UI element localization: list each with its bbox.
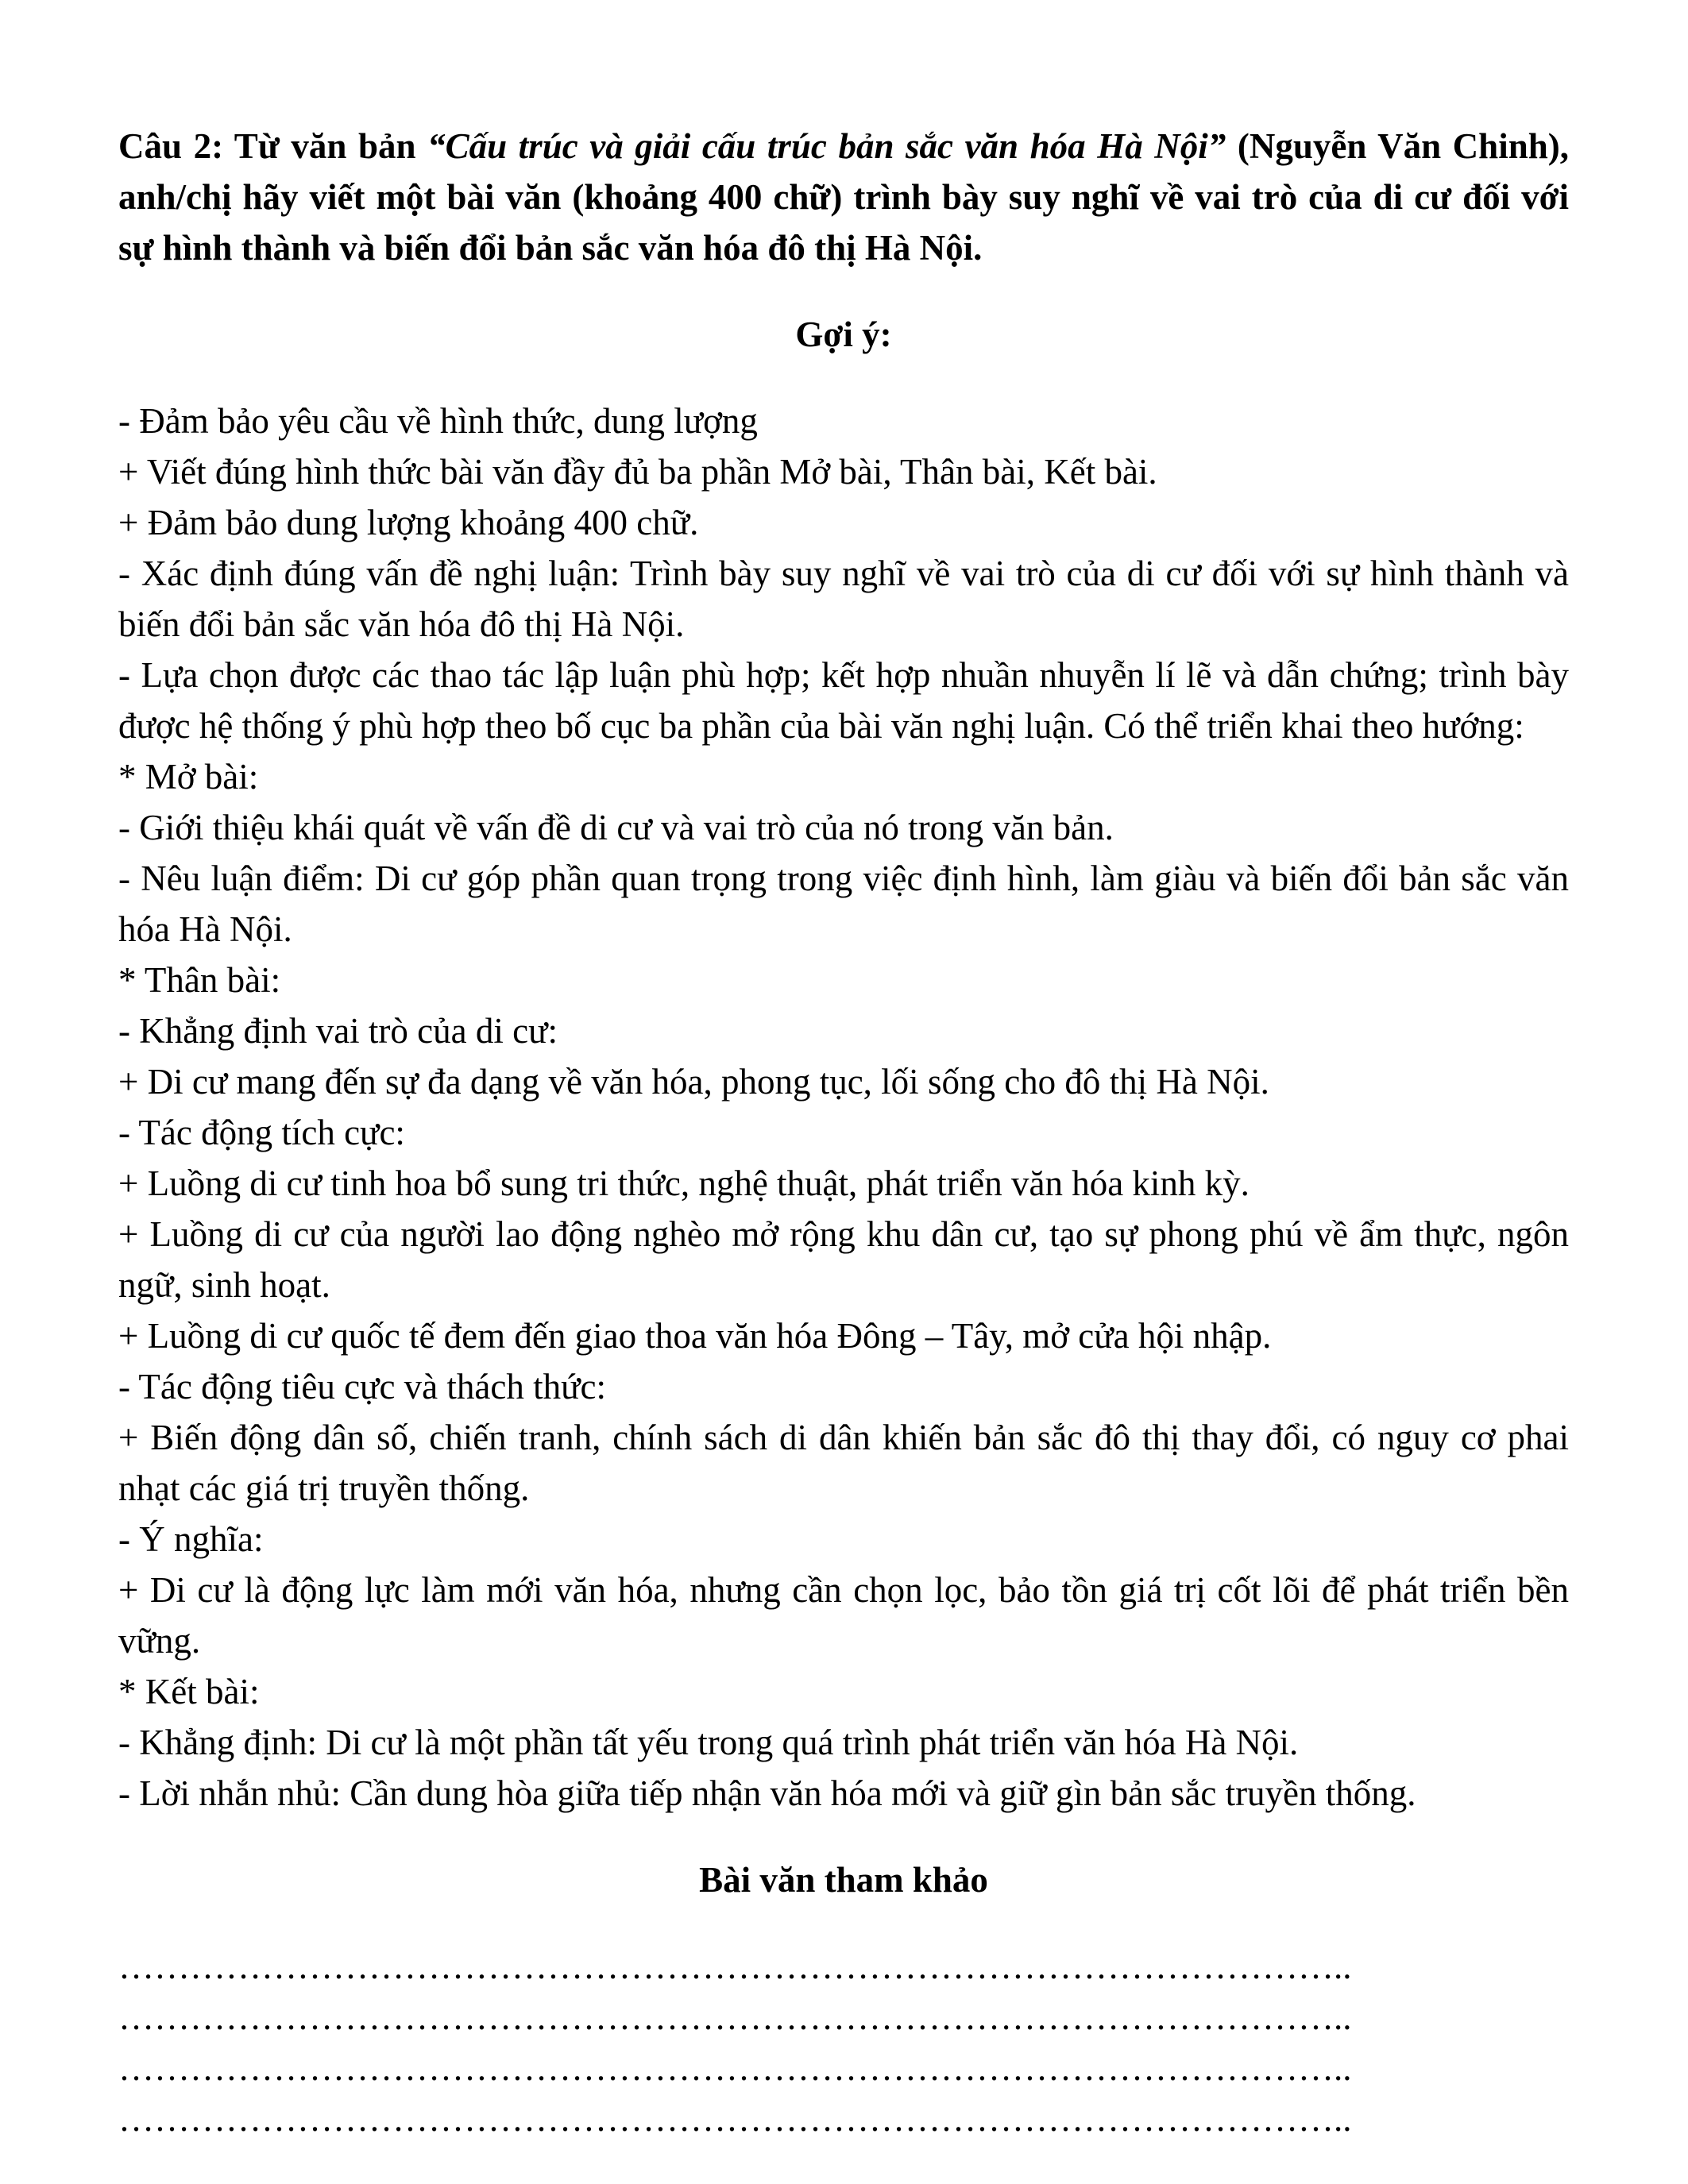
hint-line: + Luồng di cư tinh hoa bổ sung tri thức, nghệ thuật, phát triển văn hóa kinh kỳ. (118, 1163, 1250, 1203)
hint-line: - Tác động tích cực: (118, 1113, 405, 1152)
hint-line: * Thân bài: (118, 960, 281, 1000)
hint-line: * Kết bài: (118, 1672, 260, 1711)
hint-line: - Khẳng định vai trò của di cư: (118, 1011, 558, 1051)
hint-line: - Khẳng định: Di cư là một phần tất yếu trong quá trình phát triển văn hóa Hà Nội. (118, 1723, 1299, 1762)
question-body: (Nguyễn Văn Chinh), anh/chị hãy viết một bài văn (khoảng 400 chữ) trình bày suy nghĩ về vai trò của di cư đối với sự hình thành và biến đổi bản sắc văn hóa đô thị Hà Nội. (118, 126, 1570, 268)
hint-line: + Di cư mang đến sự đa dạng về văn hóa, phong tục, lối sống cho đô thị Hà Nội. (118, 1062, 1269, 1102)
dotted-answer-line: ………………………………………………………………………………………….. (118, 1947, 1352, 1986)
hint-line: - Giới thiệu khái quát về vấn đề di cư và vai trò của nó trong văn bản. (118, 808, 1114, 847)
hint-line: - Nêu luận điểm: Di cư góp phần quan trọng trong việc định hình, làm giàu và biến đổi bản sắc văn hóa Hà Nội. (118, 859, 1569, 949)
dotted-answer-line: ………………………………………………………………………………………….. (118, 2099, 1352, 2139)
document-page (118, 121, 1569, 2144)
hint-line: + Luồng di cư quốc tế đem đến giao thoa văn hóa Đông – Tây, mở cửa hội nhập. (118, 1316, 1272, 1356)
dotted-answer-line: ………………………………………………………………………………………….. (118, 2048, 1352, 2088)
hint-line: + Đảm bảo dung lượng khoảng 400 chữ. (118, 503, 699, 542)
hint-line: + Luồng di cư của người lao động nghèo mở rộng khu dân cư, tạo sự phong phú về ẩm thực, ngôn ngữ, sinh hoạt. (118, 1214, 1569, 1305)
essay-heading: Bài văn tham khảo (699, 1860, 988, 1900)
hint-line: - Tác động tiêu cực và thách thức: (118, 1367, 606, 1406)
hint-line: + Di cư là động lực làm mới văn hóa, nhưng cần chọn lọc, bảo tồn giá trị cốt lõi để phát triển bền vững. (118, 1570, 1569, 1661)
hint-heading: Gợi ý: (795, 314, 892, 354)
hint-list (118, 396, 1569, 1819)
hint-line: - Xác định đúng vấn đề nghị luận: Trình bày suy nghĩ về vai trò của di cư đối với sự hình thành và biến đổi bản sắc văn hóa đô thị Hà Nội. (118, 554, 1569, 644)
dotted-answer-line: ………………………………………………………………………………………….. (118, 1997, 1352, 2037)
question-prompt (118, 121, 1569, 273)
hint-line: - Lựa chọn được các thao tác lập luận phù hợp; kết hợp nhuần nhuyễn lí lẽ và dẫn chứng; trình bày được hệ thống ý phù hợp theo bố cục ba phần của bài văn nghị luận. Có thể triển khai theo hướng: (118, 655, 1569, 746)
hint-line: + Viết đúng hình thức bài văn đầy đủ ba phần Mở bài, Thân bài, Kết bài. (118, 452, 1157, 492)
hint-line: - Ý nghĩa: (118, 1519, 264, 1559)
hint-line: - Lời nhắn nhủ: Cần dung hòa giữa tiếp nhận văn hóa mới và giữ gìn bản sắc truyền thống. (118, 1773, 1416, 1813)
hint-line: * Mở bài: (118, 757, 259, 797)
source-title: “Cấu trúc và giải cấu trúc bản sắc văn hóa Hà Nội” (427, 126, 1226, 166)
question-prefix: Câu 2: Từ văn bản (118, 126, 428, 166)
hint-line: - Đảm bảo yêu cầu về hình thức, dung lượng (118, 401, 758, 441)
answer-lines (118, 1941, 1569, 2144)
hint-line: + Biến động dân số, chiến tranh, chính sách di dân khiến bản sắc đô thị thay đổi, có nguy cơ phai nhạt các giá trị truyền thống. (118, 1418, 1569, 1508)
